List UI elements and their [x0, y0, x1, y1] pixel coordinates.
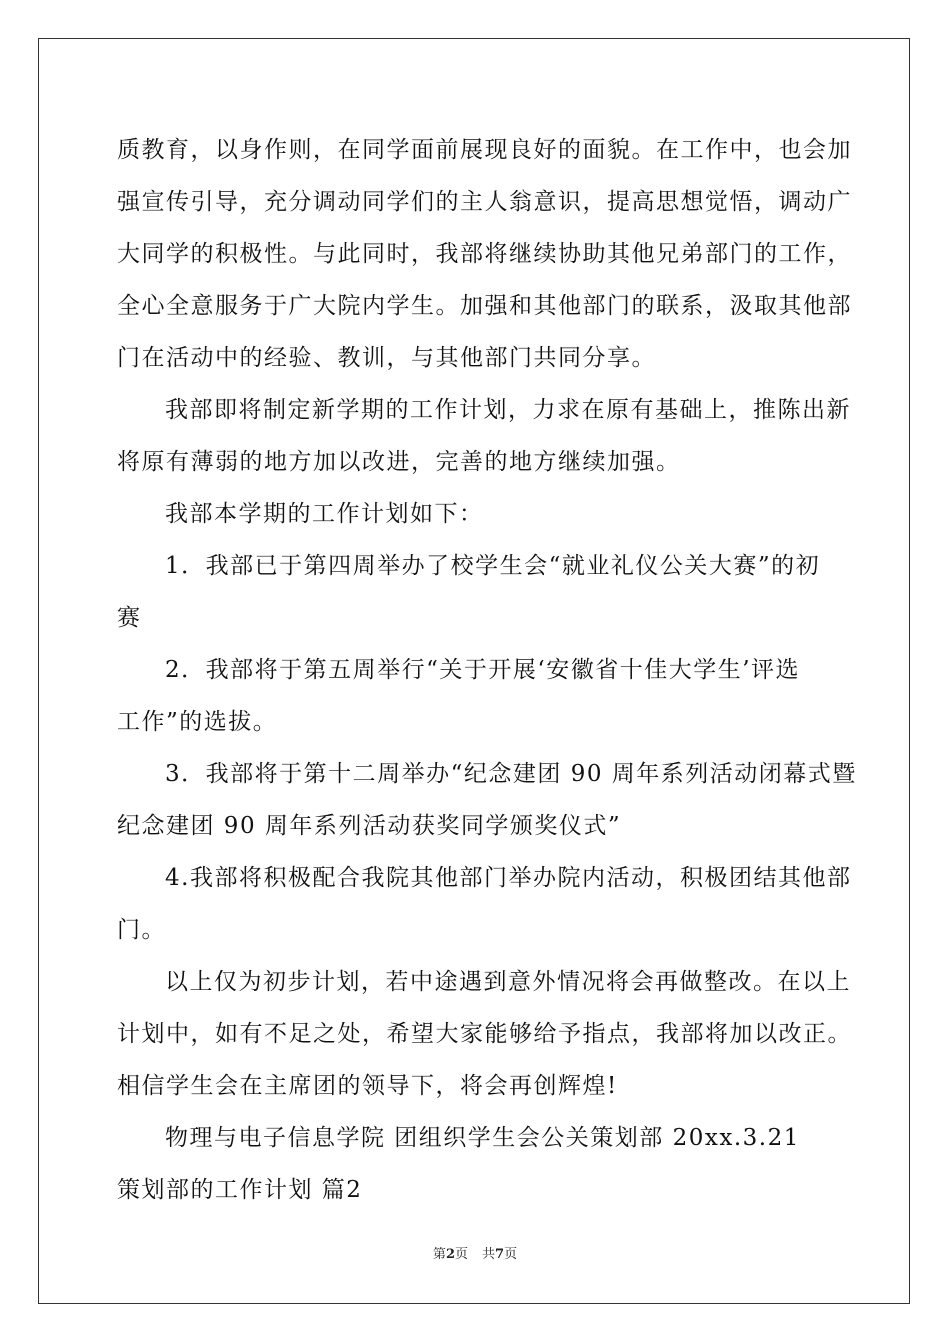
text-line: 4.我部将积极配合我院其他部门举办院内活动，积极团结其他部	[165, 865, 852, 891]
paragraph-continued	[117, 124, 852, 384]
page-number: 2	[445, 1247, 455, 1262]
page-suffix: 页	[454, 1247, 468, 1262]
page-footer	[0, 1243, 950, 1262]
signature-line	[117, 1112, 835, 1164]
list-item-4	[117, 852, 852, 956]
text-line: 计划中，如有不足之处，希望大家能够给予指点，我部将加以改正。	[117, 1021, 852, 1047]
text-line: 门在活动中的经验、教训，与其他部门共同分享。	[117, 345, 656, 371]
text-line: 以上仅为初步计划，若中途遇到意外情况将会再做整改。在以上	[165, 969, 851, 995]
list-item-3	[117, 748, 857, 852]
list-item-1	[117, 540, 835, 644]
text-line: 将原有薄弱的地方加以改进，完善的地方继续加强。	[117, 449, 681, 475]
text-line: 我部本学期的工作计划如下：	[165, 501, 484, 527]
text-line: 1．我部已于第四周举办了校学生会“就业礼仪公关大赛”的初	[165, 553, 821, 579]
text-line: 赛	[117, 605, 142, 631]
text-line: 纪念建团 90 周年系列活动获奖同学颁奖仪式”	[117, 813, 622, 839]
text-line: 工作”的选拔。	[117, 709, 278, 735]
paragraph-closing	[117, 956, 852, 1112]
text-line: 强宣传引导，充分调动同学们的主人翁意识，提高思想觉悟，调动广	[117, 189, 852, 215]
total-prefix: 共	[482, 1247, 496, 1262]
paragraph-plan-intro	[117, 384, 851, 488]
text-line: 3．我部将于第十二周举办“纪念建团 90 周年系列活动闭幕式暨	[165, 761, 857, 787]
total-pages: 7	[495, 1247, 505, 1262]
document-body	[117, 124, 857, 1216]
section-heading	[117, 1164, 835, 1216]
list-item-2	[117, 644, 835, 748]
text-line: 策划部的工作计划 篇2	[117, 1177, 363, 1203]
text-line: 全心全意服务于广大院内学生。加强和其他部门的联系，汲取其他部	[117, 293, 852, 319]
page-prefix: 第	[432, 1247, 446, 1262]
text-line: 门。	[117, 917, 166, 943]
text-line: 我部即将制定新学期的工作计划，力求在原有基础上，推陈出新	[165, 397, 851, 423]
total-suffix: 页	[504, 1247, 518, 1262]
text-line: 2．我部将于第五周举行“关于开展‘安徽省十佳大学生’评选	[165, 657, 801, 683]
paragraph-plan-heading	[117, 488, 835, 540]
text-line: 物理与电子信息学院 团组织学生会公关策划部 20xx.3.21	[165, 1125, 800, 1151]
text-line: 质教育，以身作则，在同学面前展现良好的面貌。在工作中，也会加	[117, 137, 852, 163]
text-line: 相信学生会在主席团的领导下，将会再创辉煌!	[117, 1073, 618, 1099]
text-line: 大同学的积极性。与此同时，我部将继续协助其他兄弟部门的工作，	[117, 241, 852, 267]
